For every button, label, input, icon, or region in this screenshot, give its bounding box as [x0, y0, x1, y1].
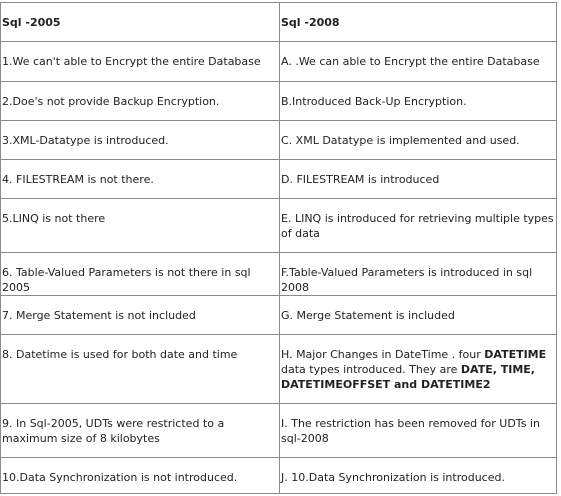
comparison-table	[0, 2, 557, 494]
table-row	[1, 404, 557, 458]
cell-sql-2005: 4. FILESTREAM is not there.	[1, 160, 280, 199]
table-row	[1, 458, 557, 494]
cell-sql-2008: F.Table-Valued Parameters is introduced in sql 2008	[280, 253, 557, 296]
table-row	[1, 253, 557, 296]
cell-text: H. Major Changes in DateTime . four	[281, 348, 485, 361]
header-sql-2005: Sql -2005	[1, 3, 280, 42]
table-row	[1, 42, 557, 82]
cell-sql-2008: I. The restriction has been removed for UDTs in sql-2008	[280, 404, 557, 458]
table-header-row	[1, 3, 557, 42]
table-row	[1, 160, 557, 199]
cell-sql-2005: 10.Data Synchronization is not introduced.	[1, 458, 280, 494]
cell-bold-text: DATETIME	[484, 348, 547, 361]
cell-sql-2008: A. .We can able to Encrypt the entire Database	[280, 42, 557, 82]
cell-sql-2008: G. Merge Statement is included	[280, 296, 557, 335]
header-sql-2008: Sql -2008	[280, 3, 557, 42]
cell-sql-2008: B.Introduced Back-Up Encryption.	[280, 82, 557, 121]
table-row	[1, 335, 557, 404]
cell-sql-2008: D. FILESTREAM is introduced	[280, 160, 557, 199]
cell-sql-2005: 7. Merge Statement is not included	[1, 296, 280, 335]
cell-sql-2005: 3.XML-Datatype is introduced.	[1, 121, 280, 160]
cell-sql-2008	[280, 335, 557, 404]
cell-bold-text: DATE, TIME, DATETIMEOFFSET and DATETIME2	[281, 363, 535, 391]
table-row	[1, 82, 557, 121]
cell-sql-2005: 5.LINQ is not there	[1, 199, 280, 253]
cell-sql-2008: C. XML Datatype is implemented and used.	[280, 121, 557, 160]
table-row	[1, 296, 557, 335]
cell-text: data types introduced. They are	[281, 363, 461, 376]
cell-sql-2005: 2.Doe's not provide Backup Encryption.	[1, 82, 280, 121]
cell-sql-2005: 1.We can't able to Encrypt the entire Database	[1, 42, 280, 82]
table-row	[1, 199, 557, 253]
cell-sql-2008: E. LINQ is introduced for retrieving multiple types of data	[280, 199, 557, 253]
cell-sql-2005: 6. Table-Valued Parameters is not there in sql 2005	[1, 253, 280, 296]
cell-sql-2005: 8. Datetime is used for both date and time	[1, 335, 280, 404]
table-row	[1, 121, 557, 160]
cell-sql-2005: 9. In Sql-2005, UDTs were restricted to a maximum size of 8 kilobytes	[1, 404, 280, 458]
cell-sql-2008: J. 10.Data Synchronization is introduced.	[280, 458, 557, 494]
